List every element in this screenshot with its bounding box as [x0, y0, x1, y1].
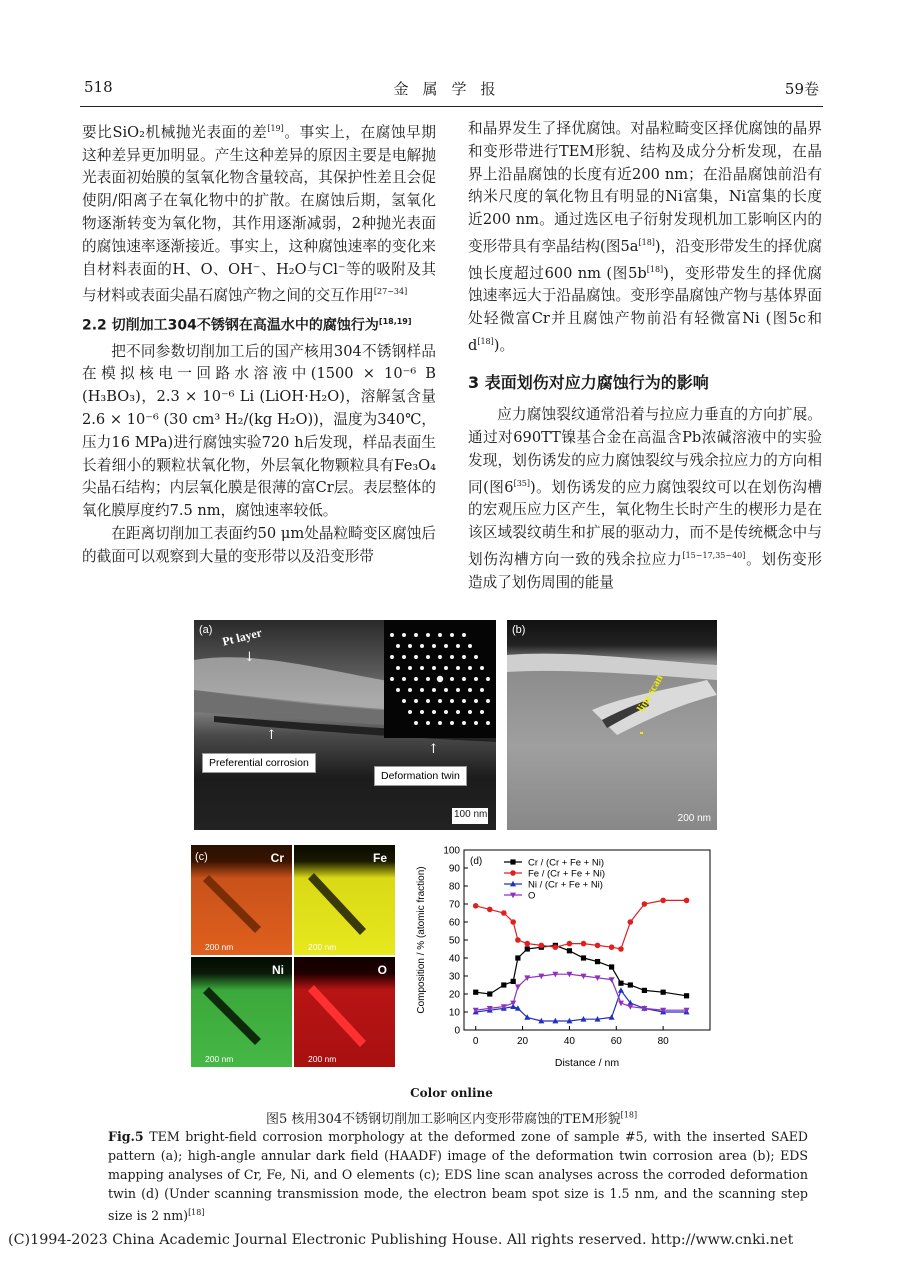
saed-spot: [444, 666, 448, 670]
arrow-up-icon-a1: ↑: [266, 728, 277, 743]
saed-spot: [468, 710, 472, 714]
figure-caption-en: Fig.5 TEM bright-field corrosion morphology at the deformed zone of sample #5, with the inserted SAED pattern (a); high-angle annular dark field (HAADF) image of the deformation twin corrosion area (b); EDS mapping analyses of Cr, Fe, Ni, and O elements (c); EDS line scan analyses across the corroded deformation twin (d) (Under scanning transmission mode, the electron beam spot size is 1.5 nm, and the scanning step size is 2 nm)[18]: [108, 1129, 808, 1224]
arrow-up-icon-a2: ↑: [428, 742, 439, 757]
saed-spot: [426, 633, 430, 637]
saed-spot: [444, 688, 448, 692]
eds-map-ni: [191, 957, 292, 1067]
data-point: [501, 910, 507, 916]
saed-spot: [450, 655, 454, 659]
saed-spot: [396, 644, 400, 648]
y-tick-label: 10: [448, 1007, 460, 1019]
saed-spot: [426, 655, 430, 659]
saed-spot: [444, 710, 448, 714]
data-point: [487, 991, 492, 996]
saed-spot: [468, 644, 472, 648]
scale-bar-ni: 200 nm: [205, 1054, 234, 1064]
saed-spot: [462, 699, 466, 703]
line-scan-label: line scan: [635, 672, 666, 714]
data-point: [642, 988, 647, 993]
data-point: [684, 993, 689, 998]
header-rule: [80, 106, 823, 107]
scale-bar-a: 100 nm: [452, 808, 488, 824]
y-tick-label: 50: [448, 935, 460, 947]
saed-spot: [474, 699, 478, 703]
saed-spot: [402, 655, 406, 659]
data-point: [525, 946, 530, 951]
saed-spot: [414, 677, 418, 681]
element-label-cr: Cr: [270, 851, 284, 865]
saed-spot: [390, 633, 394, 637]
figure-caption-cn: 图5 核用304不锈钢切削加工影响区内变形带腐蚀的TEM形貌[18]: [265, 1110, 638, 1127]
panel-b-label: (b): [512, 624, 526, 636]
y-tick-label: 80: [448, 881, 460, 893]
saed-spot: [426, 699, 430, 703]
saed-spot: [414, 699, 418, 703]
legend-marker: [510, 859, 515, 864]
data-point: [515, 955, 520, 960]
tag-deformation-twin: Deformation twin: [374, 766, 467, 786]
saed-spot: [432, 666, 436, 670]
saed-spot: [456, 666, 460, 670]
saed-spot: [408, 688, 412, 692]
saed-spot: [408, 710, 412, 714]
y-tick-label: 60: [448, 917, 460, 929]
data-point: [473, 903, 479, 909]
saed-spot: [396, 688, 400, 692]
saed-spot: [456, 710, 460, 714]
saed-spot: [426, 721, 430, 725]
saed-spot: [462, 633, 466, 637]
right-column: [468, 118, 822, 594]
saed-spot: [486, 699, 490, 703]
saed-spot: [438, 655, 442, 659]
saed-spot: [468, 666, 472, 670]
scale-bar-b: 200 nm: [677, 813, 711, 824]
data-point: [595, 943, 601, 949]
saed-spot: [402, 633, 406, 637]
eds-map-cr: [191, 845, 292, 955]
saed-spot: [432, 710, 436, 714]
saed-spot: [414, 721, 418, 725]
eds-map-fe: [294, 845, 395, 955]
data-point: [618, 946, 624, 952]
saed-spot: [450, 633, 454, 637]
x-tick-label: 20: [517, 1036, 529, 1047]
y-axis-label: Composition / % (atomic fraction): [416, 866, 427, 1014]
data-point: [510, 919, 516, 925]
scale-bar-o: 200 nm: [308, 1054, 337, 1064]
data-point: [618, 981, 623, 986]
scale-bar-cr: 200 nm: [205, 942, 234, 952]
saed-pattern: [384, 620, 496, 738]
y-tick-label: 100: [443, 845, 460, 857]
y-tick-label: 0: [454, 1025, 460, 1037]
tem-image-a: [194, 620, 496, 830]
data-point: [515, 937, 521, 943]
legend-label: Ni / (Cr + Fe + Ni): [528, 879, 603, 891]
copyright-footer: (C)1994-2023 China Academic Journal Electronic Publishing House. All rights reserved. http://www.cnki.net: [8, 1232, 794, 1248]
x-tick-label: 60: [610, 1036, 622, 1047]
panel-a-label: (a): [199, 624, 213, 636]
saed-spot: [432, 644, 436, 648]
saed-spot: [414, 655, 418, 659]
page-number: 518: [84, 78, 113, 96]
x-tick-label: 0: [472, 1036, 479, 1047]
y-tick-label: 30: [448, 971, 460, 983]
saed-spot: [408, 644, 412, 648]
saed-spot: [426, 677, 430, 681]
element-label-fe: Fe: [372, 851, 387, 865]
saed-spot: [456, 644, 460, 648]
saed-spot: [480, 688, 484, 692]
saed-spot: [486, 721, 490, 725]
saed-spot: [438, 633, 442, 637]
haadf-image-b: [507, 620, 717, 830]
section-3-heading: 3 表面划伤对应力腐蚀行为的影响: [468, 372, 709, 392]
y-tick-label: 70: [448, 899, 460, 911]
data-point: [660, 898, 666, 904]
legend-marker: [510, 870, 516, 876]
saed-spot: [438, 721, 442, 725]
saed-spot: [438, 699, 442, 703]
saed-spot: [474, 677, 478, 681]
element-label-o: O: [377, 963, 387, 977]
saed-spot: [456, 688, 460, 692]
saed-spot: [462, 655, 466, 659]
y-tick-label: 40: [448, 953, 460, 965]
saed-spot: [420, 644, 424, 648]
data-point: [661, 990, 666, 995]
left-column: [82, 118, 436, 569]
saed-spot: [414, 633, 418, 637]
tag-preferential-corrosion: Preferential corrosion: [202, 753, 316, 773]
saed-spot: [396, 666, 400, 670]
saed-spot: [468, 688, 472, 692]
data-point: [628, 919, 634, 925]
scale-bar-fe: 200 nm: [308, 942, 337, 952]
data-point: [539, 943, 545, 949]
saed-spot: [462, 721, 466, 725]
left-paragraph-1: 要比SiO₂机械抛光表面的差[19]。事实上，在腐蚀早期这种差异更加明显。产生这种差异的原因主要是电解抛光表面初始膜的氢氧化物含量较高，其保护性差且会促使阴/阳离子在氧化物中的扩散。在腐蚀后期，氢氧化物逐渐转变为氧化物，其作用逐渐减弱，2种抛光表面的腐蚀速率逐渐接近。事实上，这种腐蚀速率的变化来自材料表面的H、O、OH⁻、H₂O与Cl⁻等的吸附及其与材料或表面尖晶石腐蚀产物之间的交互作用[27~34]: [82, 123, 436, 305]
saed-spot: [420, 666, 424, 670]
saed-spot: [390, 655, 394, 659]
saed-spot: [432, 688, 436, 692]
saed-spot: [462, 677, 466, 681]
saed-spot: [437, 676, 443, 682]
saed-spot: [486, 677, 490, 681]
eds-map-o: [294, 957, 395, 1067]
data-point: [473, 990, 478, 995]
data-point: [553, 944, 559, 950]
legend-label: Cr / (Cr + Fe + Ni): [528, 857, 605, 869]
y-tick-label: 90: [448, 863, 460, 875]
pt-arrow-icon: ↓: [244, 650, 255, 665]
data-point: [609, 964, 614, 969]
data-point: [567, 948, 572, 953]
data-point: [642, 901, 648, 907]
saed-spot: [390, 677, 394, 681]
saed-spot: [420, 710, 424, 714]
eds-line-scan-chart: [412, 842, 720, 1072]
data-point: [511, 979, 516, 984]
saed-spot: [474, 655, 478, 659]
left-paragraph-2: 把不同参数切削加工后的国产核用304不锈钢样品在模拟核电一回路水溶液中(1500 × 10⁻⁶ B (H₃BO₃)，2.3 × 10⁻⁶ Li (LiOH·H₂O)，溶解氢含量2.6 × 10⁻⁶ (30 cm³ H₂/(kg H₂O))，温度为340℃，压力16 MPa)进行腐蚀实验720 h后发现，样品表面生长着细小的颗粒状氧化物，外层氧化物颗粒具有Fe₃O₄尖晶石结构；内层氧化膜是很薄的富Cr层。表层整体的氧化膜厚度约7.5 nm，腐蚀速率较低。: [82, 342, 436, 520]
data-point: [501, 982, 506, 987]
panel-d-label: (d): [470, 856, 483, 867]
y-tick-label: 20: [448, 989, 460, 1001]
panel-c-label: (c): [195, 851, 208, 863]
x-tick-label: 40: [563, 1036, 575, 1047]
data-point: [487, 907, 493, 913]
saed-spot: [408, 666, 412, 670]
running-header: [80, 78, 823, 104]
saed-spot: [450, 721, 454, 725]
data-point: [581, 955, 586, 960]
data-point: [684, 898, 690, 904]
element-label-ni: Ni: [272, 963, 284, 977]
legend-label: O: [528, 890, 536, 902]
data-point: [609, 944, 615, 950]
pt-layer-label: Pt layer: [220, 625, 264, 649]
saed-spot: [474, 721, 478, 725]
color-online-note: Color online: [410, 1086, 493, 1100]
saed-spot: [402, 699, 406, 703]
data-point: [628, 982, 633, 987]
left-paragraph-3: 在距离切削加工表面约50 μm处晶粒畸变区腐蚀后的截面可以观察到大量的变形带以及沿变形带: [82, 524, 436, 565]
saed-spot: [444, 644, 448, 648]
line-scan-marker: [640, 732, 643, 734]
right-paragraph-2: 应力腐蚀裂纹通常沿着与拉应力垂直的方向扩展。通过对690TT镍基合金在高温含Pb浓碱溶液中的实验发现，划伤诱发的应力腐蚀裂纹与残余拉应力的方向相同(图6[35])。划伤诱发的应力腐蚀裂纹可以在划伤沟槽的宏观压应力区产生，氧化物生长时产生的楔形力是在该区域裂纹萌生和扩展的驱动力，而不是传统概念中与划伤沟槽方向一致的残余拉应力[15~17,35~40]。划伤变形造成了划伤周围的能量: [468, 406, 822, 591]
data-point: [595, 959, 600, 964]
saed-spot: [480, 710, 484, 714]
right-paragraph-1: 和晶界发生了择优腐蚀。对晶粒畸变区择优腐蚀的晶界和变形带进行TEM形貌、结构及成分分析发现，在晶界上沿晶腐蚀的长度有近200 nm；在沿晶腐蚀前沿有纳米尺度的氧化物且有明显的Ni富集，Ni富集的长度近200 nm。通过选区电子衍射发现机加工影响区内的变形带具有孪晶结构(图5a[18])，沿变形带发生的择优腐蚀长度超过600 nm (图5b[18])，变形带发生的择优腐蚀速率远大于沿晶腐蚀。变形孪晶腐蚀产物与基体界面处轻微富Cr并且腐蚀产物前沿有轻微富Ni (图5c和d[18])。: [468, 120, 822, 354]
saed-spot: [450, 677, 454, 681]
haadf-b-texture: [507, 620, 717, 830]
x-tick-label: 80: [657, 1036, 669, 1047]
legend-label: Fe / (Cr + Fe + Ni): [528, 868, 606, 880]
saed-spot: [402, 677, 406, 681]
saed-inset: [384, 620, 496, 738]
section-2-2-heading: 2.2 切削加工304不锈钢在高温水中的腐蚀行为[18,19]: [82, 317, 412, 334]
saed-spot: [480, 666, 484, 670]
data-point: [524, 941, 530, 947]
x-axis-label: Distance / nm: [554, 1057, 620, 1069]
data-point: [567, 941, 573, 947]
data-point: [581, 941, 587, 947]
saed-spot: [450, 699, 454, 703]
volume-number: 59卷: [784, 80, 819, 98]
journal-title: 金属学报: [393, 80, 510, 98]
saed-spot: [420, 688, 424, 692]
